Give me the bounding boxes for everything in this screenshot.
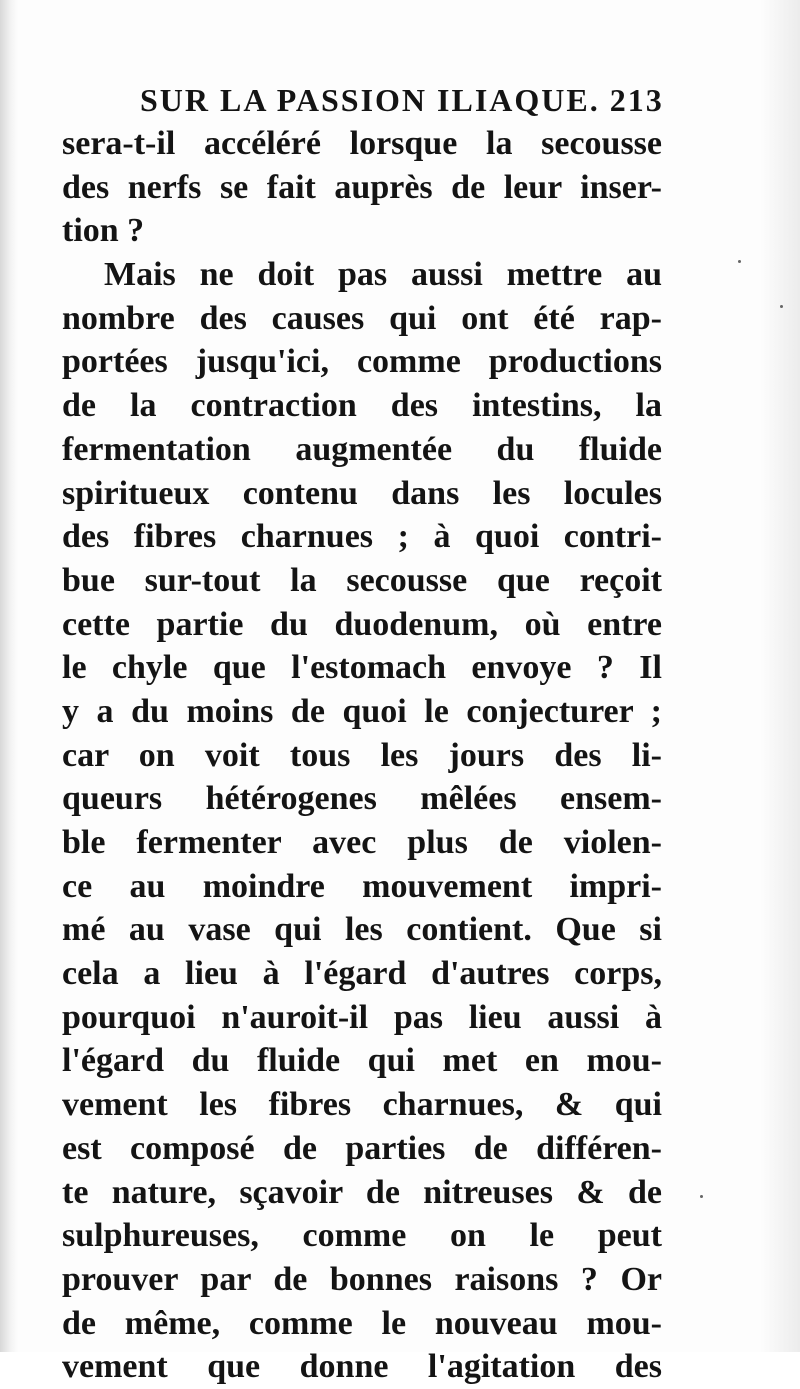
text-line: portées jusqu'ici, comme productions [62,343,662,381]
text-line: cela a lieu à l'égard d'autres corps, [62,955,662,993]
text-line: de la contraction des intestins, la [62,387,662,425]
text-line: sera-t-il accéléré lorsque la secousse [62,125,662,162]
text-line: vement les fibres charnues, & qui [62,1086,662,1124]
text-line: sulphureuses, comme on le peut [62,1217,662,1255]
text-line: queurs hétérogenes mêlées ensem- [62,780,662,818]
text-line: vement que donne l'agitation des [62,1348,662,1386]
text-line: nombre des causes qui ont été rap- [62,299,662,337]
page-edge-shadow-right [760,0,800,1352]
text-line: spiritueux contenu dans les locules [62,474,662,512]
running-header: SUR LA PASSION ILIAQUE. 213 [140,82,664,118]
text-line: fermentation augmentée du fluide [62,430,662,468]
text-line: de même, comme le nouveau mou- [62,1304,662,1342]
text-line: des nerfs se fait auprès de leur inser- [62,168,662,206]
text-line: mé au vase qui les contient. Que si [62,911,662,949]
text-line: ce au moindre mouvement impri- [62,867,662,905]
page-edge-shadow [0,0,18,1352]
text-line: ble fermenter avec plus de violen- [62,824,662,861]
text-line: car on voit tous les jours des li- [62,736,662,774]
text-line: le chyle que l'estomach envoye ? Il [62,649,662,687]
text-line: y a du moins de quoi le conjecturer ; [62,692,662,730]
paper-speck [700,1195,703,1198]
text-line: Mais ne doit pas aussi mettre au [104,256,662,294]
text-line: l'égard du fluide qui met en mou- [62,1042,662,1080]
text-line: des fibres charnues ; à quoi contri- [62,518,662,556]
text-line: te nature, sçavoir de nitreuses & de [62,1173,662,1211]
text-line: pourquoi n'auroit-il pas lieu aussi à [62,998,662,1036]
text-line: bue sur-tout la secousse que reçoit [62,561,662,599]
text-line: prouver par de bonnes raisons ? Or [62,1260,662,1298]
paper-speck [738,260,741,263]
text-line: est composé de parties de différen- [62,1129,662,1167]
body-text [62,122,662,1389]
paper-speck [780,305,783,308]
text-line: tion ? [62,212,145,250]
text-line: cette partie du duodenum, où entre [62,605,662,643]
